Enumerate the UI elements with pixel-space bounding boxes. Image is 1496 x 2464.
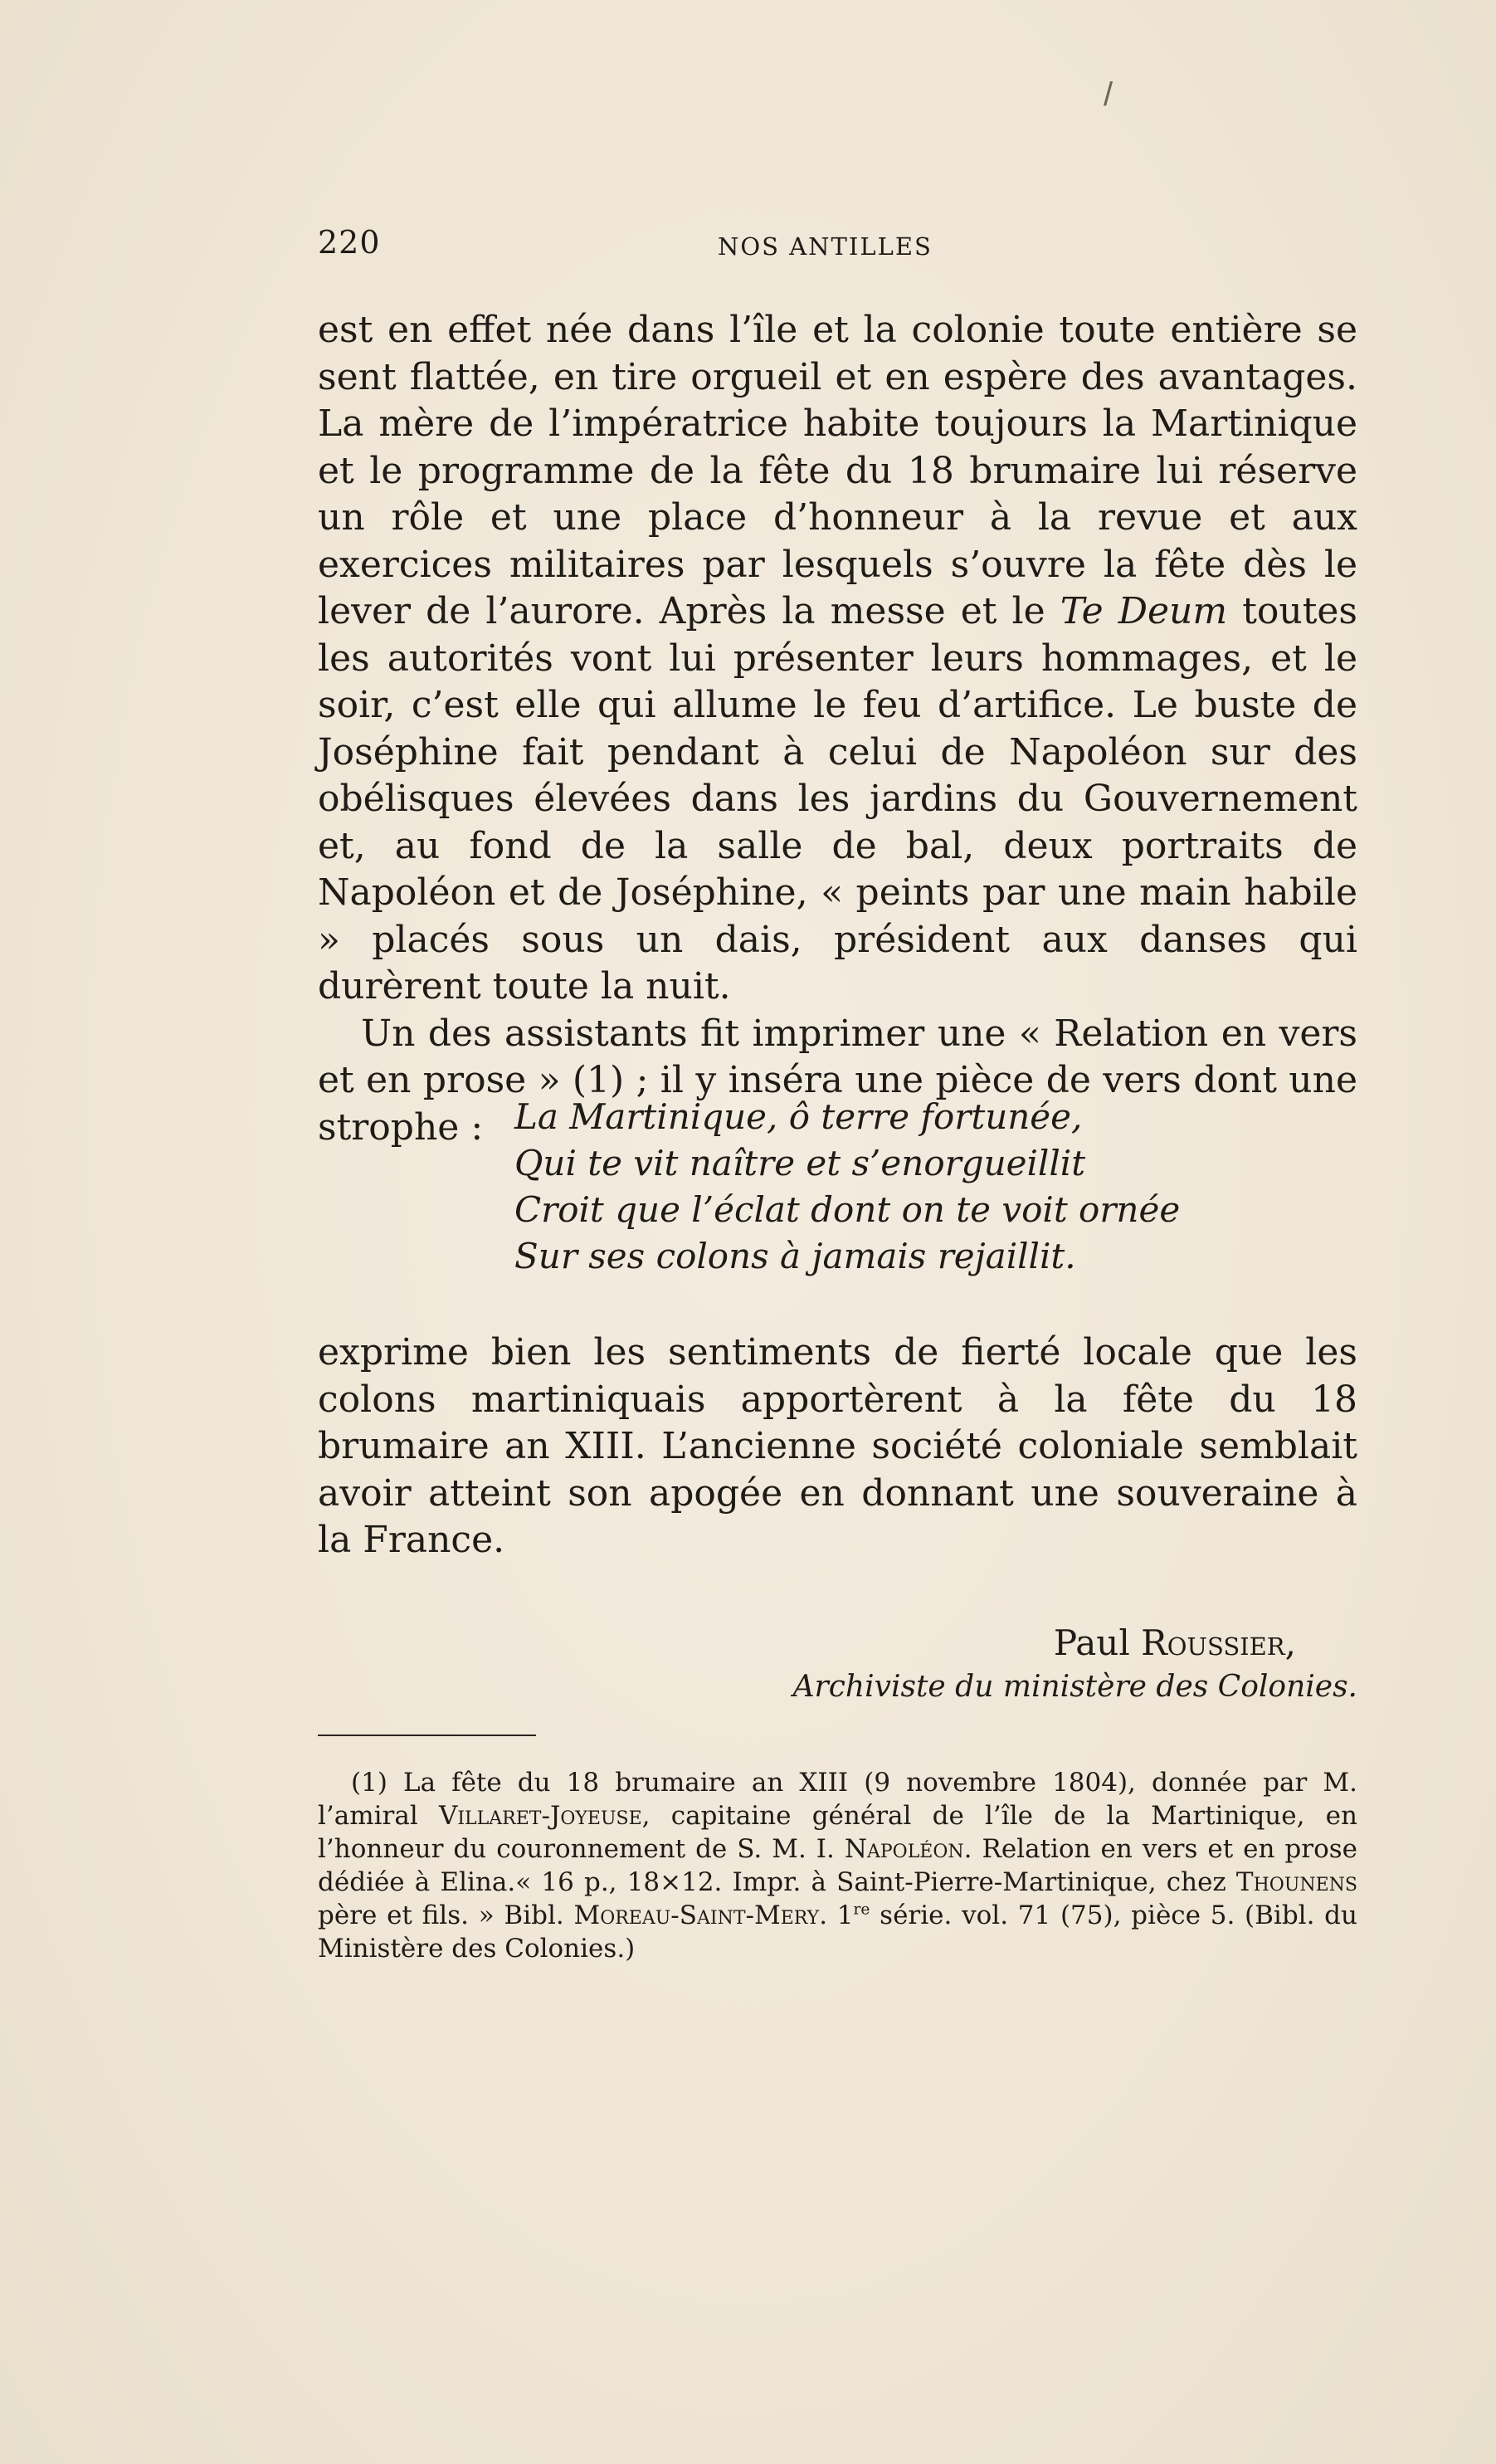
verse-line-1: La Martinique, ô terre fortunée, (514, 1096, 1083, 1137)
footnote-1 (318, 1766, 1357, 1965)
footnote-text-6: série. vol. 71 (75), pièce 5. (Bibl. du Ministère des Colonies.) (318, 1900, 1357, 1964)
footnote-name-villaret: Villaret-Joyeuse (438, 1801, 642, 1831)
footnote-text-5: . 1 (819, 1900, 854, 1930)
paragraph-1 (318, 307, 1357, 1011)
verse-stanza (514, 1094, 1180, 1280)
footnote-text-3: . Relation en vers et en prose dédiée à Elina.« 16 p., 18×12. Impr. à Saint-Pierre-Martinique, chez (318, 1834, 1358, 1897)
paragraph-1-part-b: toutes les autorités vont lui présenter leurs hommages, et le soir, c’est elle qui allume le feu d’artifice. Le buste de Joséphine fait pendant à celui de Napoléon sur des obélisques élevées dans les jardins du Gouvernement et, au fond de la salle de bal, deux portraits de Napoléon et de Joséphine, « peints par une main habile » placés sous un dais, président aux danses qui durèrent toute la nuit. (318, 590, 1358, 1008)
verse-line-3: Croit que l’éclat dont on te voit ornée (514, 1189, 1181, 1230)
concluding-paragraph: exprime bien les sentiments de fierté locale que les colons martiniquais apportèrent à la fête du 18 brumaire an XIII. L’ancienne société coloniale semblait avoir atteint son apogée en donnant une souveraine à la France. (318, 1331, 1357, 1561)
footnote-divider (318, 1735, 536, 1736)
paragraph-2: Un des assistants fit imprimer une « Relation en vers et en prose » (1) ; il y inséra une pièce de vers dont une strophe : (318, 1012, 1357, 1149)
author-name (793, 1621, 1296, 1666)
verse-line-2: Qui te vit naître et s’enorgueillit (514, 1143, 1086, 1183)
footnote-text-2: , capitaine général de l’île de la Martinique, en l’honneur du couronnement de S. M. I. (318, 1801, 1357, 1864)
paragraph-1-part-a: est en effet née dans l’île et la colonie toute entière se sent flattée, en tire orgueil et en espère des avantages. La mère de l’impératrice habite toujours la Martinique et le programme de la fête du 18 brumaire lui réserve un rôle et une place d’honneur à la revue et aux exercices militaires par lesquels s’ouvre la fête dès le lever de l’aurore. Après la messe et le (318, 309, 1357, 632)
page-header (318, 222, 982, 272)
running-head: NOS ANTILLES (718, 232, 933, 261)
footnote-text-1: (1) La fête du 18 brumaire an XIII (9 novembre 1804), donnée par M. l’amiral (318, 1768, 1357, 1831)
footnote-text-4: père et fils. » Bibl. (318, 1900, 574, 1930)
stray-pencil-mark: / (1104, 76, 1113, 113)
te-deum-italic: Te Deum (1060, 590, 1228, 632)
author-last-name: Roussier, (1141, 1622, 1296, 1663)
author-first-name: Paul (1053, 1622, 1130, 1663)
footnote-name-moreau: Moreau-Saint-Mery (573, 1900, 820, 1930)
main-body-text (318, 307, 1357, 1151)
author-title: Archiviste du ministère des Colonies. (792, 1670, 1357, 1704)
footnote-name-thounens: Thounens (1235, 1867, 1357, 1897)
footnote-name-napoleon: Napoléon (844, 1834, 964, 1864)
footnote-superscript: re (853, 1900, 870, 1919)
verse-line-4: Sur ses colons à jamais rejaillit. (514, 1236, 1076, 1276)
signature-block (793, 1621, 1357, 1709)
page-number: 220 (318, 224, 381, 261)
